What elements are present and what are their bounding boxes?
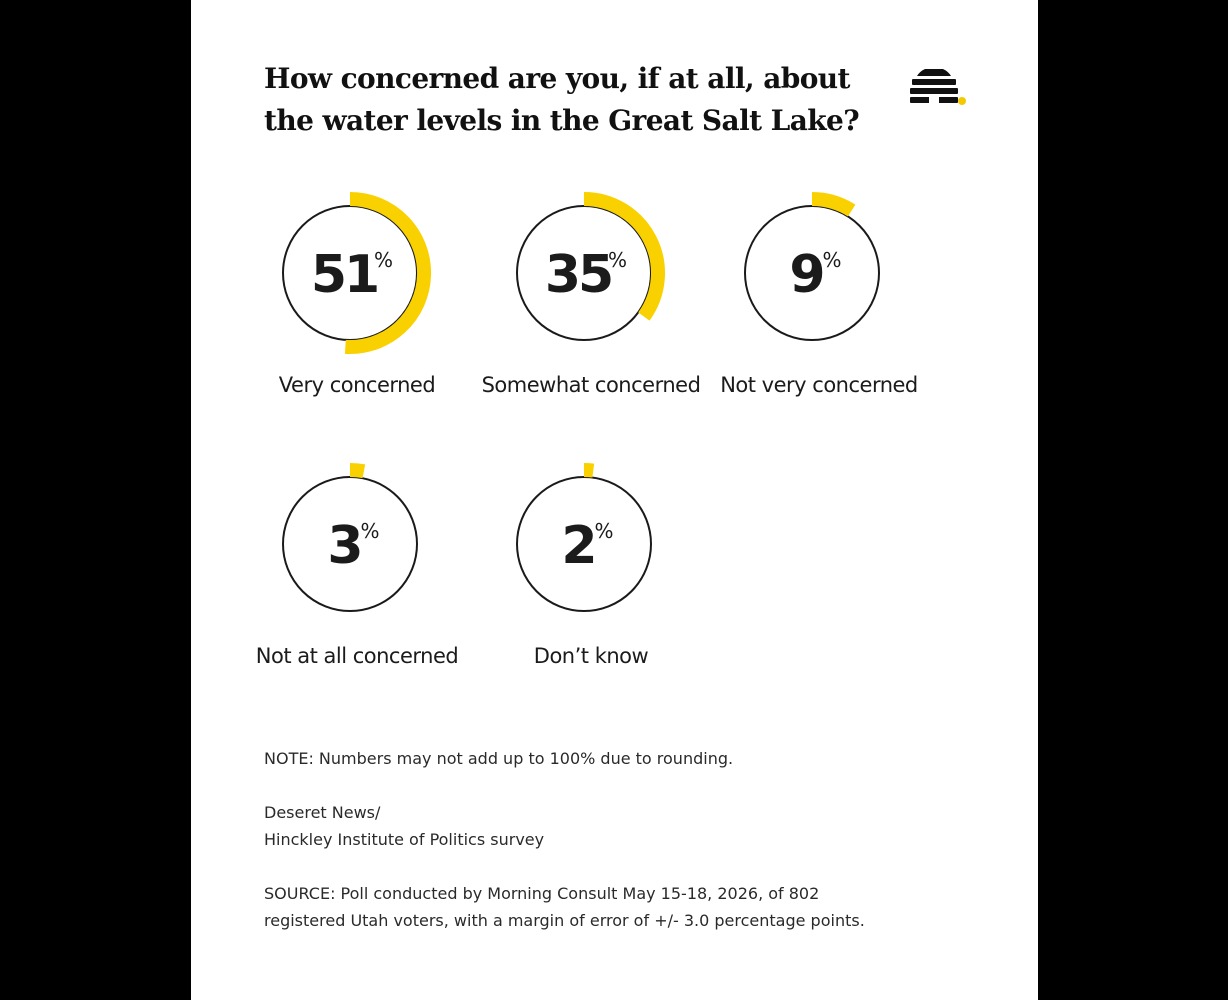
response-item	[481, 466, 701, 716]
value-label: 51	[310, 245, 378, 305]
category-label: Somewhat concerned	[481, 373, 701, 397]
chart-card	[191, 0, 1038, 1000]
donut-ring	[272, 195, 432, 355]
category-label: Not at all concerned	[255, 644, 459, 668]
response-item	[709, 195, 929, 445]
value-arc	[584, 470, 593, 471]
value-arc	[350, 470, 364, 471]
chart-title: How concerned are you, if at all, about the water levels in the Great Salt Lake?	[264, 62, 860, 137]
credit-line-1: Deseret News/	[264, 803, 381, 822]
category-label: Very concerned	[278, 373, 436, 397]
value-label: 2	[561, 516, 595, 576]
beehive-icon	[907, 66, 967, 110]
value-label: 35	[544, 245, 612, 305]
response-item	[481, 195, 701, 445]
credit-line-2: Hinckley Institute of Politics survey	[264, 830, 545, 849]
donut-ring	[272, 466, 432, 626]
percent-sign: %	[822, 248, 842, 272]
donut-ring	[506, 195, 666, 355]
source-line-1: SOURCE: Poll conducted by Morning Consult May 15-18, 2026, of 802	[264, 884, 820, 903]
source-line-2: registered Utah voters, with a margin of error of +/- 3.0 percentage points.	[264, 911, 865, 930]
donut-ring	[506, 466, 666, 626]
percent-sign: %	[594, 519, 614, 543]
response-item	[247, 195, 467, 445]
value-label: 3	[327, 516, 361, 576]
percent-sign: %	[374, 248, 394, 272]
percent-sign: %	[608, 248, 628, 272]
value-arc	[812, 199, 852, 211]
category-label: Not very concerned	[720, 373, 918, 397]
category-label: Don’t know	[533, 644, 649, 668]
percent-sign: %	[360, 519, 380, 543]
logo-dot	[958, 97, 966, 105]
rounding-note: NOTE: Numbers may not add up to 100% due to rounding.	[264, 749, 734, 768]
response-item	[247, 466, 467, 716]
donut-ring	[734, 195, 894, 355]
value-label: 9	[789, 245, 823, 305]
